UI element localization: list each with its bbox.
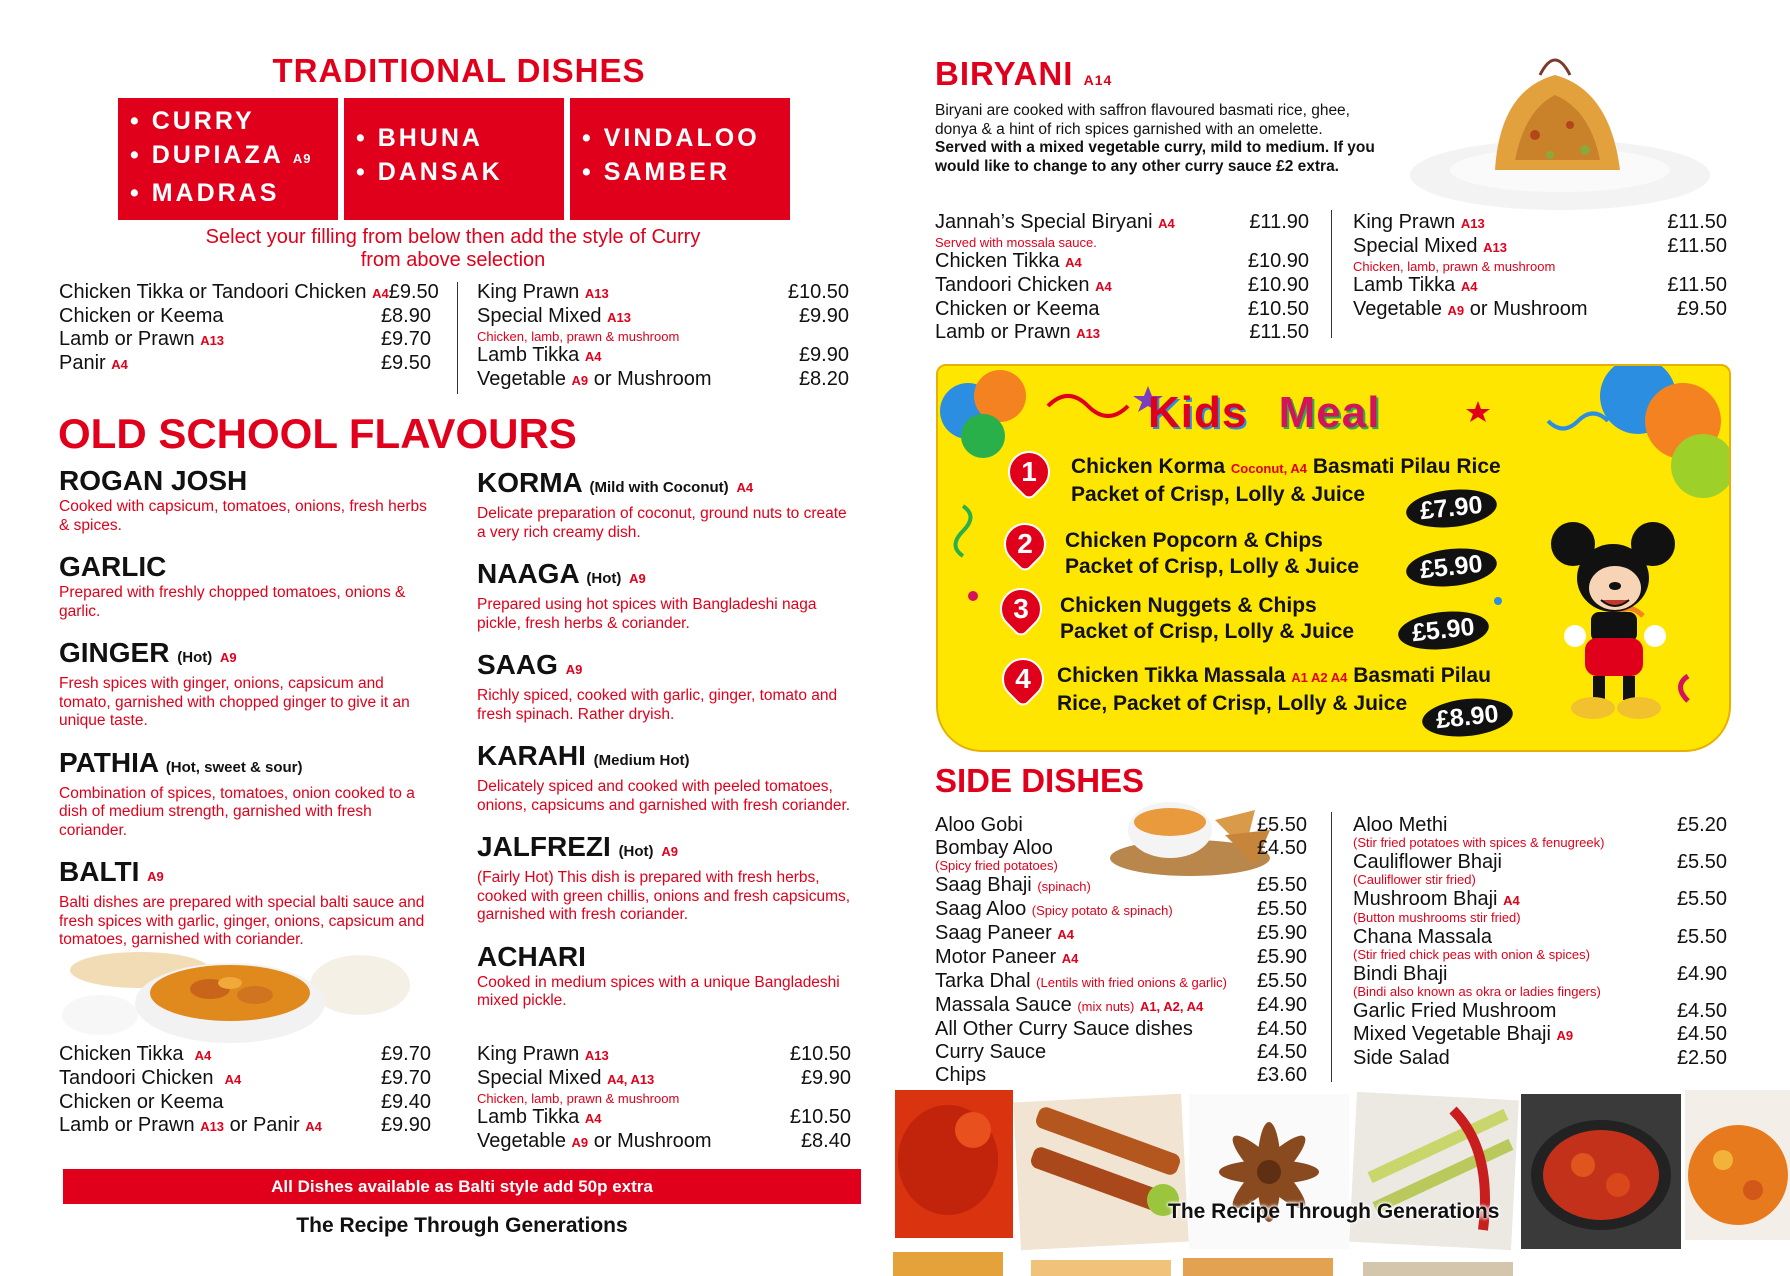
biryani-title: BIRYANI A14 [935,55,1113,92]
filling-instruction: Select your filling from below then add the style of Curry from above selection [205,226,701,271]
price-subtext: Chicken, lamb, prawn & mushroom [477,1091,680,1106]
old-school-title: OLD SCHOOL FLAVOURS [58,410,577,457]
traditional-prices-right [477,281,849,392]
price-row: Panir A4 £9.50 [59,352,431,374]
kids-price-badge: £5.90 [1396,607,1490,653]
price-row: Chicken Tikka or Tandoori Chicken A4 £9.50 [59,281,439,303]
price-subtext: (Bindi also known as okra or ladies fingers) [1353,984,1601,999]
price-row: Lamb or Prawn A13 £11.50 [935,321,1309,343]
dish-rogan-josh: ROGAN JOSH Cooked with capsicum, tomatoes, onions, fresh herbs & spices. [59,465,427,534]
kids-number-badge: 2 [995,514,1054,573]
price-row: Lamb or Prawn A13 £9.70 [59,328,431,350]
price-row: All Other Curry Sauce dishes £4.50 [935,1018,1307,1040]
price-row: Massala Sauce (mix nuts) A1, A2, A4 £4.90 [935,994,1307,1016]
side-dishes-title: SIDE DISHES [935,762,1145,799]
dish-jalfrezi: JALFREZI (Hot) A9 (Fairly Hot) This dish is prepared with fresh herbs, cooked with green chillis, onions and fresh capsicums, garnished with fresh coriander. [477,831,851,923]
dish-ginger: GINGER (Hot) A9 Fresh spices with ginger, onions, capsicum and tomato, garnished with chopped ginger to give it an unique taste. [59,637,410,729]
price-row: Mixed Vegetable Bhaji A9 £4.50 [1353,1023,1727,1045]
kids-meal-item-1: Chicken Korma Coconut, A4 Basmati Pilau Rice Packet of Crisp, Lolly & Juice [1071,455,1501,506]
kids-meal-panel [936,364,1731,752]
price-row: Saag Bhaji (spinach) £5.50 [935,874,1307,896]
price-subtext: Served with mossala sauce. [935,235,1097,250]
price-row: Curry Sauce £4.50 [935,1041,1307,1063]
price-subtext: Chicken, lamb, prawn & mushroom [1353,259,1556,274]
price-row: Mushroom Bhaji A4 £5.50 [1353,888,1727,910]
price-row: Tarka Dhal (Lentils with fried onions & garlic) £5.50 [935,970,1307,992]
kids-price-badge: £5.90 [1404,544,1498,590]
price-row: King Prawn A13 £10.50 [477,281,849,303]
kids-price-badge: £7.90 [1404,485,1498,531]
price-subtext: (Button mushrooms stir fried) [1353,910,1521,925]
style-vindaloo: • VINDALOO [582,124,760,152]
dish-saag: SAAG A9 Richly spiced, cooked with garlic, ginger, tomato and fresh spinach. Rather dryish. [477,649,838,723]
kids-price-badge: £8.90 [1420,694,1514,740]
price-subtext: (Stir fried potatoes with spices & fenugreek) [1353,835,1605,850]
style-dupiaza: • DUPIAZA A9 [130,141,312,169]
dish-column-right [477,467,857,1011]
price-subtext: (Stir fried chick peas with onion & spices) [1353,947,1590,962]
price-row: Vegetable A9 or Mushroom £9.50 [1353,298,1727,320]
kids-meal-item-4: Chicken Tikka Massala A1 A2 A4 Basmati Pilau Rice, Packet of Crisp, Lolly & Juice [1057,664,1491,715]
price-subtext: (Cauliflower stir fried) [1353,872,1476,887]
price-row: Side Salad £2.50 [1353,1047,1727,1069]
food-photo-strip [893,1090,1790,1276]
curry-style-box-3 [570,98,790,220]
style-bhuna: • BHUNA [356,124,483,152]
biryani-prices-left [935,211,1309,345]
price-row: Aloo Methi £5.20 [1353,814,1727,836]
style-curry: • CURRY [130,107,255,135]
divider [457,282,458,394]
kids-meal-item-2: Chicken Popcorn & Chips Packet of Crisp, Lolly & Juice [1065,529,1360,578]
price-subtext: Chicken, lamb, prawn & mushroom [477,329,680,344]
price-row: King Prawn A13 £10.50 [477,1043,851,1065]
curry-bowl-image [60,945,410,1045]
kids-number-badge: 3 [991,579,1050,638]
price-row: Bindi Bhaji £4.90 [1353,963,1727,985]
price-row: Chicken or Keema £9.40 [59,1091,431,1113]
kids-number-badge: 1 [999,442,1058,501]
price-row: Chips £3.60 [935,1064,1307,1086]
tagline: The Recipe Through Generations [296,1214,628,1237]
price-row: Garlic Fried Mushroom £4.50 [1353,1000,1727,1022]
price-row: Special Mixed A13 £11.50 [1353,235,1727,257]
side-dishes-right [1353,814,1727,1070]
price-row: Chana Massala £5.50 [1353,926,1727,948]
dish-achari: ACHARI Cooked in medium spices with a unique Bangladeshi mixed pickle. [477,940,840,1009]
style-samber: • SAMBER [582,158,731,186]
price-row: Chicken or Keema £10.50 [935,298,1309,320]
price-row: Jannah’s Special Biryani A4 £11.90 [935,211,1309,233]
price-row: Bombay Aloo £4.50 [935,837,1307,859]
price-row: Saag Aloo (Spicy potato & spinach) £5.50 [935,898,1307,920]
price-row: Lamb or Prawn A13 or Panir A4 £9.90 [59,1114,431,1136]
price-row: King Prawn A13 £11.50 [1353,211,1727,233]
dish-garlic: GARLIC Prepared with freshly chopped tomatoes, onions & garlic. [59,551,406,620]
divider [1331,812,1332,1082]
dish-pathia: PATHIA (Hot, sweet & sour) Combination of spices, tomatoes, onion cooked to a dish of medium strength, garnished with fresh coriander. [59,746,415,839]
traditional-prices-left [59,281,439,376]
tagline: The Recipe Through Generations [1168,1200,1500,1223]
style-dansak: • DANSAK [356,158,503,186]
divider [1331,210,1332,338]
kids-number-badge: 4 [993,649,1052,708]
traditional-title: TRADITIONAL DISHES [272,52,646,89]
price-row: Tandoori Chicken A4 £10.90 [935,274,1309,296]
style-madras: • MADRAS [130,179,280,207]
dish-karahi: KARAHI (Medium Hot) Delicately spiced and cooked with peeled tomatoes, onions, capsicums and garnished with fresh coriander. [477,740,851,814]
biryani-image [1390,40,1710,215]
dish-naaga: NAAGA (Hot) A9 Prepared using hot spices with Bangladeshi naga pickle, fresh herbs & coriander. [477,558,817,632]
biryani-description: Biryani are cooked with saffron flavoured basmati rice, ghee, donya & a hint of rich spices garnished with an omelette. Served with a mixed vegetable curry, mild to medium. If you would like to change to any other curry sauce £2 extra. [935,102,1375,175]
price-row: Cauliflower Bhaji £5.50 [1353,851,1727,873]
price-row: Vegetable A9 or Mushroom £8.20 [477,368,849,390]
curry-style-box-2 [344,98,564,220]
old-school-prices-right [477,1043,851,1154]
price-row: Lamb Tikka A4 £9.90 [477,344,849,366]
price-row: Special Mixed A4, A13 £9.90 [477,1067,851,1089]
price-row: Chicken Tikka A4 £10.90 [935,250,1309,272]
price-row: Tandoori Chicken A4 £9.70 [59,1067,431,1089]
price-row: Lamb Tikka A4 £11.50 [1353,274,1727,296]
side-dishes-left [935,814,1307,1087]
balti-extra-bar: All Dishes available as Balti style add 50p extra [63,1169,861,1204]
old-school-prices-left [59,1043,431,1138]
price-row: Vegetable A9 or Mushroom £8.40 [477,1130,851,1152]
price-subtext: (Spicy fried potatoes) [935,858,1058,873]
dish-korma: KORMA (Mild with Coconut) A4 Delicate preparation of coconut, ground nuts to create a very rich creamy dish. [477,467,847,541]
kids-meal-title: Kids Meal [1148,388,1381,437]
price-row: Special Mixed A13 £9.90 [477,305,849,327]
price-row: Lamb Tikka A4 £10.50 [477,1106,851,1128]
price-row: Aloo Gobi £5.50 [935,814,1307,836]
price-row: Chicken Tikka A4 £9.70 [59,1043,431,1065]
kids-meal-item-3: Chicken Nuggets & Chips Packet of Crisp, Lolly & Juice [1060,594,1355,643]
mascot-image [1543,516,1683,726]
dish-column-left [59,465,439,950]
price-row: Saag Paneer A4 £5.90 [935,922,1307,944]
price-row: Motor Paneer A4 £5.90 [935,946,1307,968]
biryani-prices-right [1353,211,1727,322]
price-row: Chicken or Keema £8.90 [59,305,431,327]
curry-style-box-1 [118,98,338,220]
dish-balti: BALTI A9 Balti dishes are prepared with special balti sauce and fresh spices with garlic, ginger, onions, capsicum and tomatoes, garnished with coriander. [59,856,425,948]
